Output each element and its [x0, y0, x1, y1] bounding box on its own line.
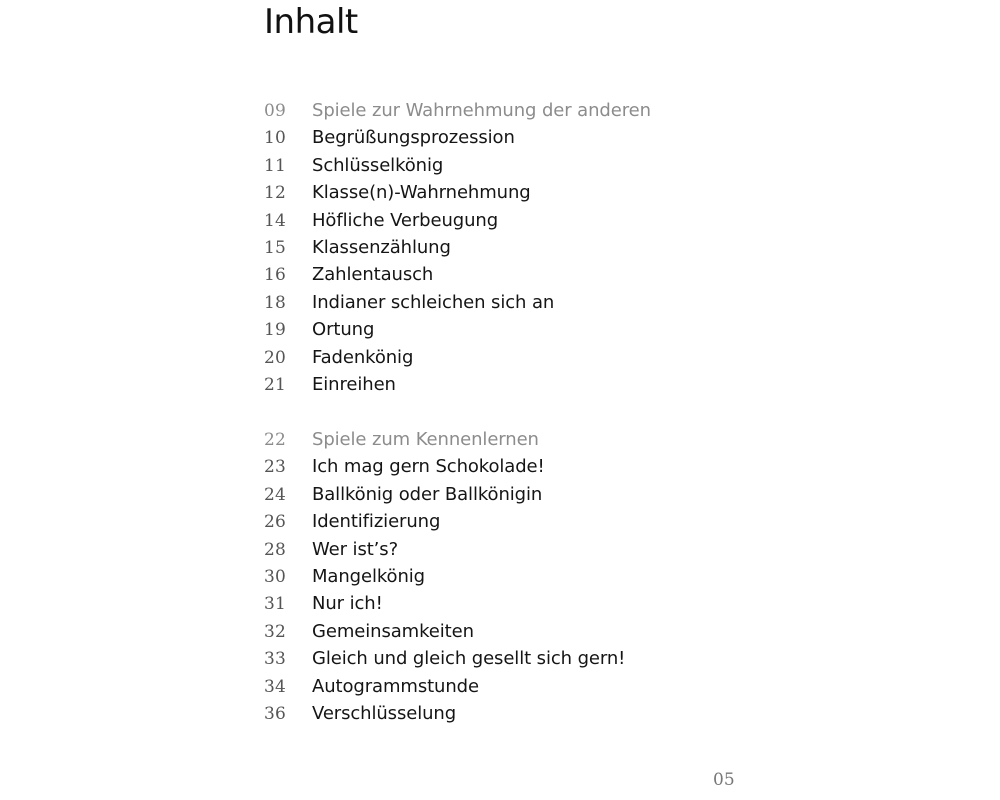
toc-section-heading[interactable]: [264, 426, 784, 453]
page-title: Inhalt: [264, 2, 358, 42]
toc-page-number: 36: [264, 703, 287, 724]
toc-entry-title: Nur ich!: [312, 593, 383, 615]
toc-page-number: 26: [264, 512, 287, 533]
toc-section-title: Spiele zur Wahrnehmung der anderen: [312, 100, 651, 121]
toc-entry-title: Ballkönig oder Ballkönigin: [312, 483, 543, 505]
toc-entry[interactable]: [264, 261, 784, 288]
toc-page-number: 24: [264, 484, 287, 505]
toc-entry[interactable]: [264, 207, 784, 234]
toc-page-number: 09: [264, 101, 287, 121]
toc-entry[interactable]: [264, 563, 784, 590]
toc-page-number: 31: [264, 594, 287, 615]
toc-entry-title: Fadenkönig: [312, 346, 414, 368]
toc-page-number: 34: [264, 676, 287, 697]
toc-entry[interactable]: [264, 673, 784, 700]
toc-section-kennenlernen: [264, 426, 784, 727]
toc-entry-title: Verschlüsselung: [312, 702, 457, 724]
toc-section-title: Spiele zum Kennenlernen: [312, 429, 539, 450]
toc-entry[interactable]: [264, 289, 784, 316]
toc-page-number: 16: [264, 265, 287, 286]
toc-entry[interactable]: [264, 316, 784, 343]
toc-page-number: 22: [264, 430, 287, 450]
toc-entry-title: Höfliche Verbeugung: [312, 209, 499, 231]
toc-page-number: 32: [264, 621, 287, 642]
toc-entry-title: Indianer schleichen sich an: [312, 291, 555, 313]
toc-entry-title: Ortung: [312, 319, 375, 341]
toc-page-number: 23: [264, 457, 287, 478]
toc-entry[interactable]: [264, 645, 784, 672]
toc-entry-title: Einreihen: [312, 373, 396, 395]
toc-page-number: 12: [264, 183, 287, 204]
toc-page-number: 14: [264, 210, 287, 231]
toc-entry-title: Mangelkönig: [312, 565, 425, 587]
toc-page-number: 20: [264, 347, 287, 368]
toc-page-number: 19: [264, 320, 287, 341]
toc-entry[interactable]: [264, 481, 784, 508]
toc-page-number: 30: [264, 566, 287, 587]
toc-entry-title: Schlüsselkönig: [312, 154, 444, 176]
toc-entry-title: Begrüßungsprozession: [312, 127, 515, 149]
toc-section-heading[interactable]: [264, 97, 784, 124]
toc-page-number: 10: [264, 128, 287, 149]
toc-entry[interactable]: [264, 590, 784, 617]
toc-entry-title: Klasse(n)-Wahrnehmung: [312, 182, 531, 204]
toc-page-number: 15: [264, 237, 287, 258]
toc-entry-title: Gleich und gleich gesellt sich gern!: [312, 648, 626, 670]
toc-entry[interactable]: [264, 179, 784, 206]
page-number: 05: [713, 770, 735, 790]
toc-entry-title: Ich mag gern Schokolade!: [312, 456, 545, 478]
toc-entry[interactable]: [264, 371, 784, 398]
toc-entry[interactable]: [264, 618, 784, 645]
toc-entry[interactable]: [264, 344, 784, 371]
toc-entry[interactable]: [264, 124, 784, 151]
toc-section-wahrnehmung: [264, 97, 784, 398]
toc-entry[interactable]: [264, 700, 784, 727]
toc-page-number: 11: [264, 155, 287, 176]
toc-entry-title: Identifizierung: [312, 511, 441, 533]
toc-entry-title: Zahlentausch: [312, 264, 434, 286]
toc-page-number: 21: [264, 374, 287, 395]
toc-entry-title: Gemeinsamkeiten: [312, 620, 474, 642]
toc-entry-title: Klassenzählung: [312, 236, 451, 258]
toc-entry-title: Wer ist’s?: [312, 538, 399, 560]
toc-entry[interactable]: [264, 508, 784, 535]
toc-page-number: 28: [264, 539, 287, 560]
toc-page-number: 18: [264, 292, 287, 313]
toc-entry[interactable]: [264, 152, 784, 179]
toc-page-number: 33: [264, 649, 287, 670]
toc-entry-title: Autogrammstunde: [312, 675, 479, 697]
toc-entry[interactable]: [264, 234, 784, 261]
toc-entry[interactable]: [264, 536, 784, 563]
toc-entry[interactable]: [264, 453, 784, 480]
